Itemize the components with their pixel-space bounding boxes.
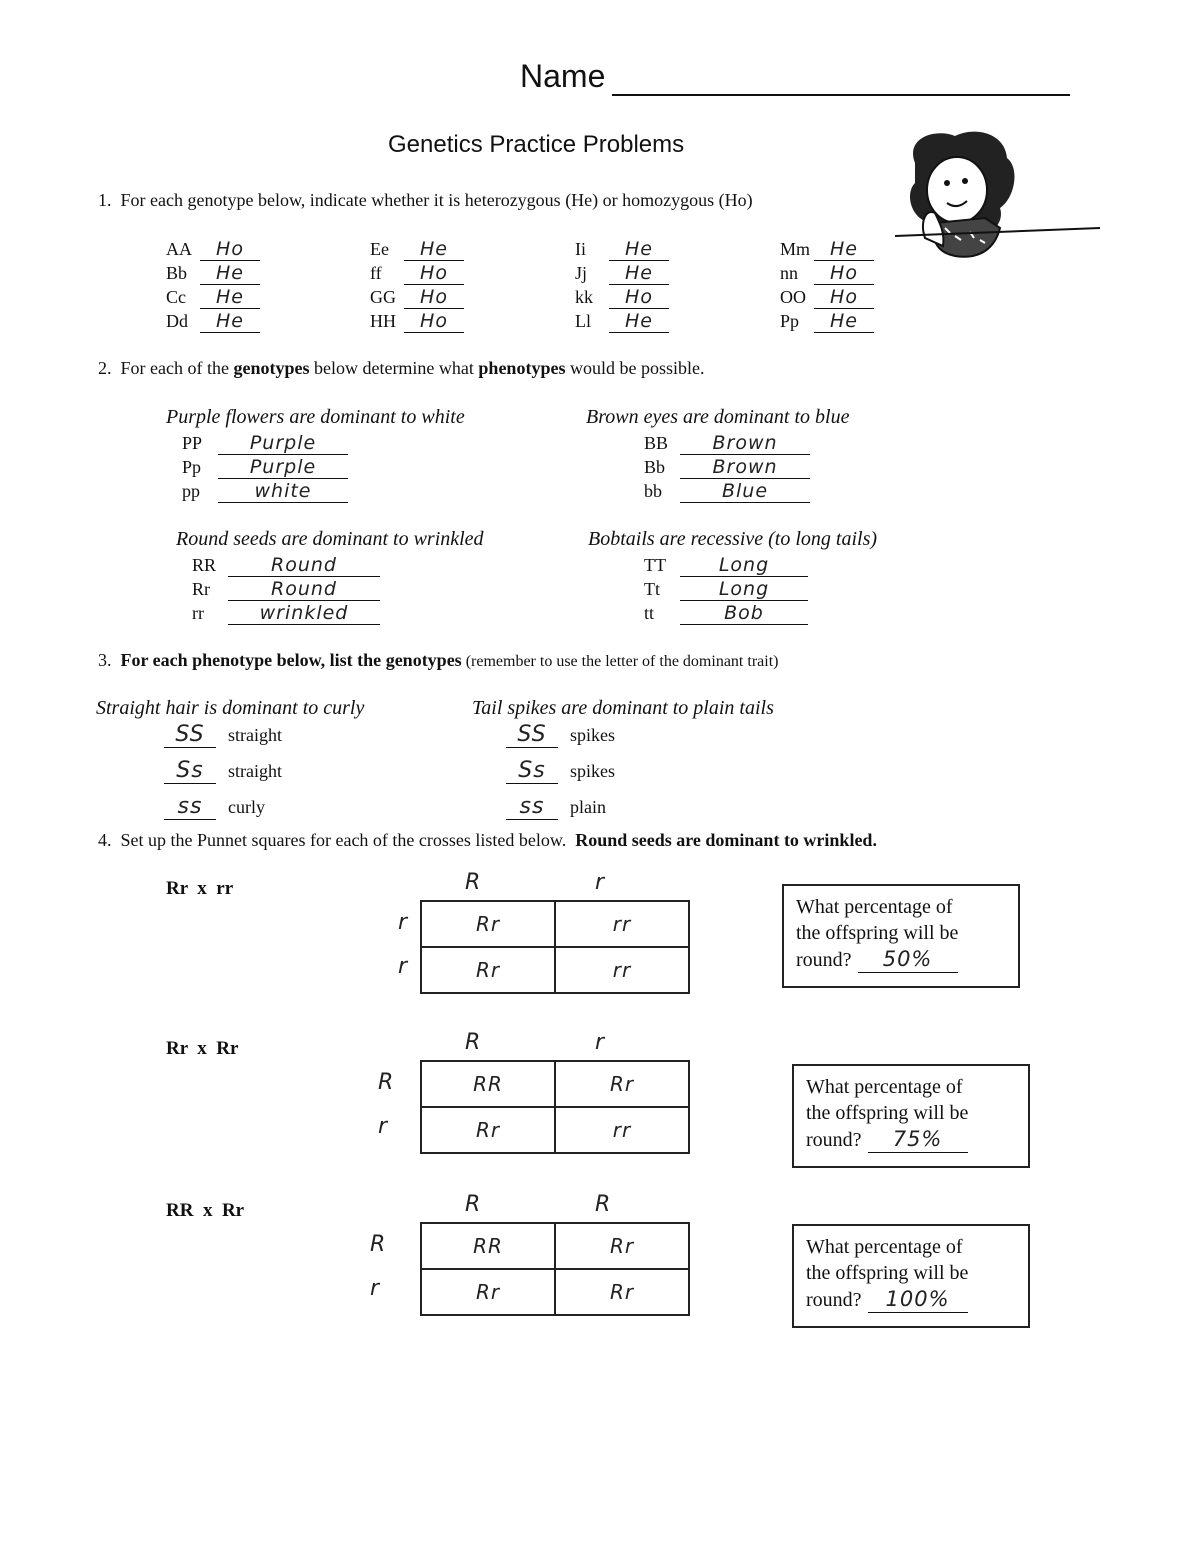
- phenotype-row: [182, 432, 348, 455]
- punnett-cell[interactable]: Rr: [555, 1269, 689, 1315]
- q2-prompt: 2. For each of the genotypes below determine what phenotypes would be possible.: [98, 358, 705, 378]
- question-label: round?: [796, 949, 852, 971]
- genotype-row: [575, 238, 669, 261]
- genotype-label: Mm: [780, 239, 811, 259]
- genotype-label: RR: [192, 555, 217, 575]
- answer-field[interactable]: Ho: [814, 262, 874, 285]
- genotype-row: [166, 286, 260, 309]
- punnett-cell[interactable]: RR: [421, 1061, 555, 1107]
- punnett-cell[interactable]: Rr: [421, 1107, 555, 1153]
- answer-field[interactable]: He: [200, 286, 260, 309]
- genotype-row: [780, 286, 874, 309]
- q3-prompt: 3. For each phenotype below, list the genotypes (remember to use the letter of the dominant trait): [98, 650, 779, 670]
- genotype-label: Jj: [575, 263, 588, 283]
- genotype-row: [370, 310, 464, 333]
- answer-field[interactable]: He: [609, 310, 669, 333]
- genotype-label: nn: [780, 263, 798, 283]
- punnett-cell[interactable]: Rr: [555, 1061, 689, 1107]
- genotype-label: HH: [370, 311, 396, 331]
- genotype-label: Bb: [644, 457, 666, 477]
- question-text: What percentage of: [796, 896, 953, 918]
- parent-allele-top[interactable]: R: [465, 870, 482, 895]
- punnett-square: [420, 1060, 690, 1154]
- genotype-row: [370, 262, 464, 285]
- question-text: What percentage of: [806, 1236, 963, 1258]
- trait-title: Round seeds are dominant to wrinkled: [176, 528, 484, 550]
- parent-allele-side[interactable]: r: [398, 910, 409, 935]
- parent-allele-top[interactable]: R: [465, 1192, 482, 1217]
- question-text: the offspring will be: [806, 1102, 969, 1124]
- question-text: the offspring will be: [796, 922, 959, 944]
- answer-field[interactable]: Round: [228, 554, 380, 577]
- name-label: Name: [520, 58, 606, 94]
- genotype-row: [166, 238, 260, 261]
- punnett-cell[interactable]: Rr: [421, 1269, 555, 1315]
- parent-allele-side[interactable]: r: [370, 1276, 381, 1301]
- genotype-label: rr: [192, 603, 204, 623]
- genotype-row: [506, 794, 606, 820]
- genotype-row: [166, 310, 260, 333]
- punnett-cell[interactable]: rr: [555, 901, 689, 947]
- phenotype-row: [182, 480, 348, 503]
- genotype-label: Ll: [575, 311, 591, 331]
- answer-field[interactable]: Ho: [609, 286, 669, 309]
- percentage-question-box: [792, 1224, 1030, 1328]
- parent-allele-side[interactable]: R: [370, 1232, 387, 1257]
- phenotype-row: [182, 456, 348, 479]
- phenotype-label: straight: [228, 761, 282, 781]
- genotype-label: GG: [370, 287, 396, 307]
- question-text: [796, 946, 1006, 973]
- punnett-cell[interactable]: rr: [555, 1107, 689, 1153]
- punnett-square: [420, 1222, 690, 1316]
- answer-field[interactable]: Purple: [218, 456, 348, 479]
- answer-field[interactable]: Long: [680, 578, 808, 601]
- phenotype-row: [644, 456, 810, 479]
- trait-title: Tail spikes are dominant to plain tails: [472, 697, 774, 719]
- genotype-label: PP: [182, 433, 203, 453]
- question-text: the offspring will be: [806, 1262, 969, 1284]
- genotype-label: Tt: [644, 579, 660, 599]
- genotype-row: [575, 286, 669, 309]
- phenotype-row: [644, 432, 810, 455]
- cross-label: Rr x rr: [166, 878, 234, 899]
- answer-field[interactable]: Ho: [200, 238, 260, 261]
- punnett-cell[interactable]: rr: [555, 947, 689, 993]
- percentage-answer[interactable]: 75%: [868, 1126, 968, 1153]
- phenotype-row: [192, 602, 380, 625]
- parent-allele-top[interactable]: R: [595, 1192, 612, 1217]
- answer-field[interactable]: SS: [164, 722, 216, 748]
- parent-allele-side[interactable]: r: [398, 954, 409, 979]
- cross-label: Rr x Rr: [166, 1038, 239, 1059]
- trait-title: Straight hair is dominant to curly: [96, 697, 365, 719]
- genotype-label: ff: [370, 263, 382, 283]
- answer-field[interactable]: Ho: [814, 286, 874, 309]
- answer-field[interactable]: Ho: [404, 286, 464, 309]
- trait-title: Purple flowers are dominant to white: [166, 406, 465, 428]
- punnett-square: [420, 900, 690, 994]
- genotype-label: Bb: [166, 263, 188, 283]
- answer-field[interactable]: Ho: [404, 310, 464, 333]
- answer-field[interactable]: He: [404, 238, 464, 261]
- answer-field[interactable]: Purple: [218, 432, 348, 455]
- punnett-cell[interactable]: Rr: [421, 901, 555, 947]
- genotype-row: [370, 238, 464, 261]
- answer-field[interactable]: He: [814, 238, 874, 261]
- trait-title: Bobtails are recessive (to long tails): [588, 528, 878, 550]
- phenotype-label: straight: [228, 725, 282, 745]
- genotype-row: [575, 310, 669, 333]
- answer-field[interactable]: He: [814, 310, 874, 333]
- punnett-cell[interactable]: Rr: [555, 1223, 689, 1269]
- genotype-row: [164, 794, 265, 820]
- question-label: round?: [806, 1289, 862, 1311]
- name-line: [612, 94, 1070, 96]
- percentage-question-box: [792, 1064, 1030, 1168]
- page-title: Genetics Practice Problems: [388, 131, 685, 158]
- answer-field[interactable]: Round: [228, 578, 380, 601]
- genotype-label: tt: [644, 603, 655, 623]
- cross-label: RR x Rr: [166, 1200, 245, 1221]
- punnett-cell[interactable]: RR: [421, 1223, 555, 1269]
- genotype-label: Pp: [780, 311, 800, 331]
- answer-field[interactable]: ss: [164, 794, 216, 820]
- genotype-row: [575, 262, 669, 285]
- genotype-label: Rr: [192, 579, 210, 599]
- answer-field[interactable]: SS: [506, 722, 558, 748]
- percentage-question-box: [782, 884, 1020, 988]
- phenotype-row: [192, 578, 380, 601]
- genotype-row: [164, 722, 282, 748]
- genotype-label: kk: [575, 287, 593, 307]
- genotype-label: BB: [644, 433, 669, 453]
- phenotype-row: [644, 602, 808, 625]
- parent-allele-side[interactable]: R: [378, 1070, 395, 1095]
- answer-field[interactable]: wrinkled: [228, 602, 380, 625]
- genotype-row: [780, 238, 874, 261]
- parent-allele-top[interactable]: R: [465, 1030, 482, 1055]
- genotype-label: Ee: [370, 239, 389, 259]
- phenotype-label: spikes: [570, 725, 615, 745]
- question-text: What percentage of: [806, 1076, 963, 1098]
- phenotype-row: [644, 578, 808, 601]
- genotype-label: Cc: [166, 287, 186, 307]
- percentage-answer[interactable]: 100%: [868, 1286, 968, 1313]
- parent-allele-side[interactable]: r: [378, 1114, 389, 1139]
- answer-field[interactable]: He: [200, 262, 260, 285]
- genotype-label: Ii: [575, 239, 586, 259]
- answer-field[interactable]: Blue: [680, 480, 810, 503]
- genotype-label: Pp: [182, 457, 202, 477]
- phenotype-row: [644, 554, 808, 577]
- genotype-label: pp: [182, 481, 200, 501]
- answer-field[interactable]: Brown: [680, 456, 810, 479]
- genotype-row: [166, 262, 260, 285]
- genotype-label: AA: [166, 239, 192, 259]
- answer-field[interactable]: He: [609, 262, 669, 285]
- genotype-row: [506, 758, 615, 784]
- punnett-cell[interactable]: Rr: [421, 947, 555, 993]
- genotype-row: [780, 310, 874, 333]
- phenotype-row: [644, 480, 810, 503]
- phenotype-row: [192, 554, 380, 577]
- question-text: [806, 1126, 1016, 1153]
- answer-field[interactable]: He: [609, 238, 669, 261]
- phenotype-label: spikes: [570, 761, 615, 781]
- genotype-label: TT: [644, 555, 666, 575]
- genotype-label: Dd: [166, 311, 188, 331]
- question-label: round?: [806, 1129, 862, 1151]
- q1-prompt: 1. For each genotype below, indicate whether it is heterozygous (He) or homozygous (Ho): [98, 190, 753, 210]
- answer-field[interactable]: Ss: [164, 758, 216, 784]
- parent-allele-top[interactable]: r: [595, 1030, 606, 1055]
- answer-field[interactable]: Long: [680, 554, 808, 577]
- answer-field[interactable]: white: [218, 480, 348, 503]
- genotype-label: bb: [644, 481, 662, 501]
- q4-prompt: 4. Set up the Punnet squares for each of the crosses listed below. Round seeds are dominant to wrinkled.: [98, 830, 877, 850]
- genotype-row: [506, 722, 615, 748]
- answer-field[interactable]: Bob: [680, 602, 808, 625]
- answer-field[interactable]: He: [200, 310, 260, 333]
- genotype-row: [780, 262, 874, 285]
- answer-field[interactable]: Brown: [680, 432, 810, 455]
- genotype-label: OO: [780, 287, 806, 307]
- girl-thinking-icon: [895, 128, 1105, 268]
- parent-allele-top[interactable]: r: [595, 870, 606, 895]
- answer-field[interactable]: Ss: [506, 758, 558, 784]
- phenotype-label: plain: [570, 797, 606, 817]
- trait-title: Brown eyes are dominant to blue: [586, 406, 850, 428]
- answer-field[interactable]: Ho: [404, 262, 464, 285]
- question-text: [806, 1286, 1016, 1313]
- genotype-row: [370, 286, 464, 309]
- genotype-row: [164, 758, 282, 784]
- phenotype-label: curly: [228, 797, 265, 817]
- answer-field[interactable]: ss: [506, 794, 558, 820]
- percentage-answer[interactable]: 50%: [858, 946, 958, 973]
